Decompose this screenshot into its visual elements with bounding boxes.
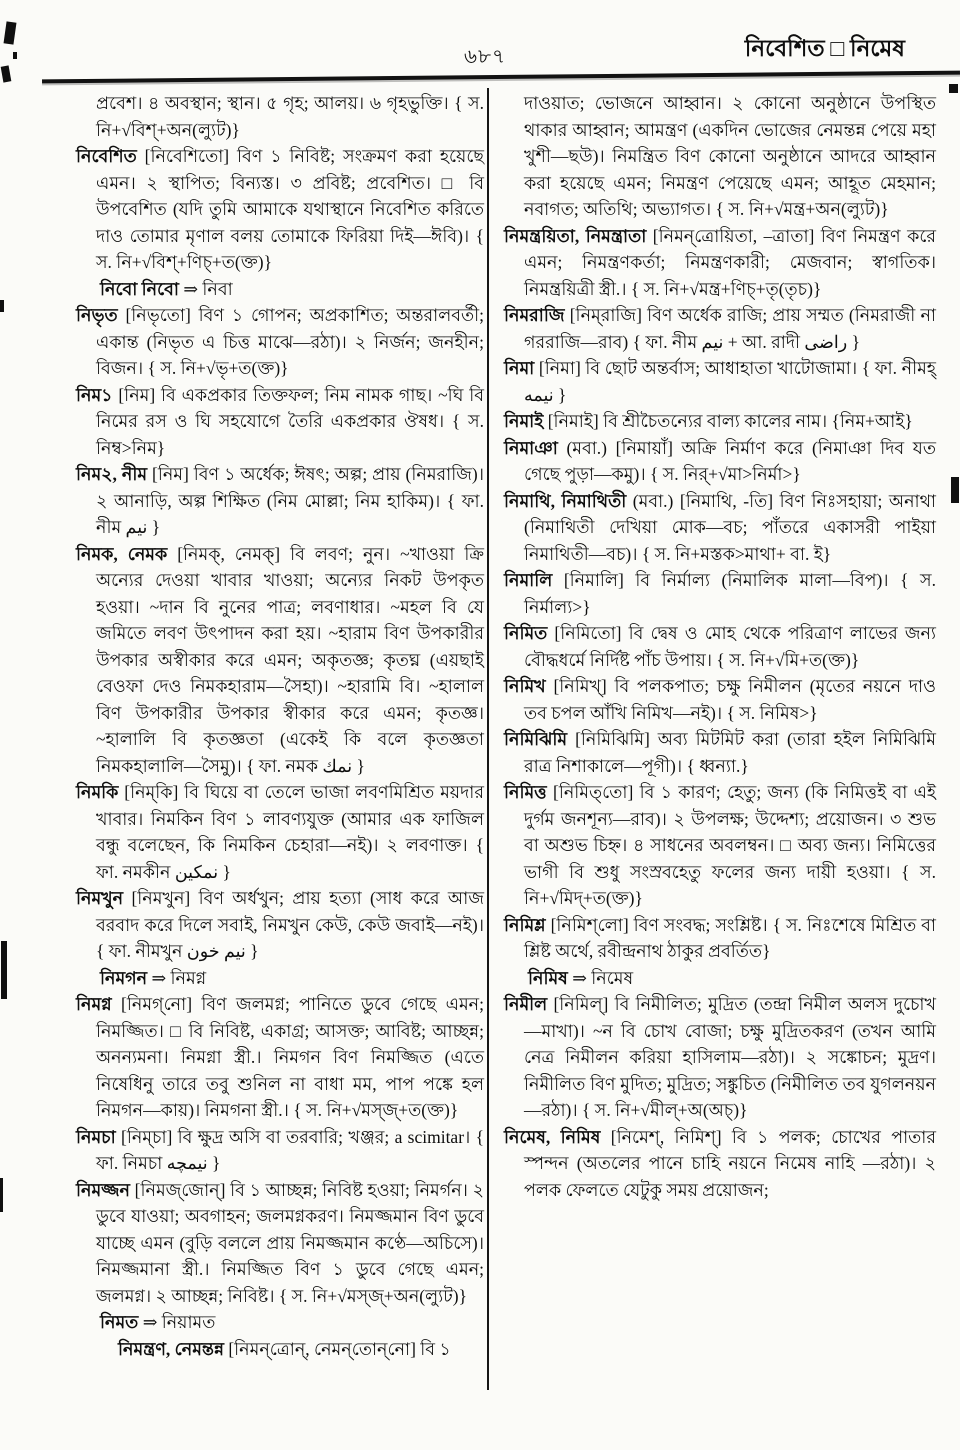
entry-headword: নিমকি [76, 782, 119, 802]
dictionary-entry [76, 276, 484, 303]
entry-body: [নিম্‌চা] বি ক্ষুদ্র অসি বা তরবারি; খঞ্জর; a scimitar। { ফা. নিমচা نيمچه } [96, 1126, 484, 1173]
dictionary-entry [504, 965, 936, 992]
entry-headword: নিমাঞা [504, 437, 558, 458]
right-column [504, 90, 936, 1203]
entry-body: [নিমন্‌ত্রোয়িতা, –ত্রাতা] বিণ নিমন্ত্রণ করে এমন; নিমন্ত্রণকর্তা; নিমন্ত্রণকারী; মেজবান; স্বাগতিক। নিমন্ত্রয়িত্রী স্ত্রী.। { স. নি+√মন্ত্র+ণিচ্‌+তৃ(তৃচ)} [524, 225, 936, 299]
entry-body: [নিমগ্‌নো] বিণ জলমগ্ন; পানিতে ডুবে গেছে এমন; নিমজ্জিত। □ বি নিবিষ্ট, একাগ্র; আসক্ত; আবিষ্ট; আচ্ছন্ন; অনন্যমনা। নিমগ্না স্ত্রী.। নিমগন বিণ নিমজ্জিত (এতে নিষেধিনু তারে তবু শুনিল না বাধা মম, পাপ পঙ্কে হল নিমগন—কায়)। নিমগনা স্ত্রী.। { স. নি+√মস্‌জ্‌+ত(ক্ত)} [96, 994, 484, 1120]
scan-artifact [4, 21, 17, 44]
dictionary-entry [76, 779, 484, 885]
entry-body: [নিমজ্‌জোন্‌] বি ১ আচ্ছন্ন; নিবিষ্ট হওয়া; নিমর্গন। ২ ডুবে যাওয়া; অবগাহন; জলমগ্নকরণ। নিমজ্জমান বিণ ডুবে যাচ্ছে এমন (বুড়ি বললে প্রায় নিমজ্জমান কণ্ঠে—অচিসে)। নিমজ্জমানা স্ত্রী.। নিমজ্জিত বিণ ১ ডুবে গেছে এমন; জলমগ্ন। ২ আচ্ছন্ন; নিবিষ্ট। { স. নি+√মস্‌জ্‌+অন(ল্যুট)} [96, 1179, 484, 1306]
entry-headword: নিমেষ, নিমিষ [504, 1126, 601, 1147]
dictionary-entry [504, 912, 936, 965]
entry-body: [নিমিতো] বি দ্বেষ ও মোহ থেকে পরিত্রাণ লাভের জন্য বৌদ্ধধর্মে নির্দিষ্ট পাঁচ উপায়। { স. নি+√মি+ত(ক্ত)} [524, 623, 936, 670]
entry-headword: নিমালি [504, 570, 553, 590]
scan-artifact [1, 65, 12, 82]
dictionary-entry [76, 382, 484, 462]
dictionary-entry [504, 779, 936, 912]
entry-body: [নিমিঝিমি] অব্য মিটমিট করা (তারা হইল নিমিঝিমি রাত্র নিশাকালে—পূগী)। { ধ্বন্যা.} [524, 729, 936, 776]
entry-body: [নিবেশিতো] বিণ ১ নিবিষ্ট; সংক্রমণ করা হয়েছে এমন। ২ স্থাপিত; বিন্যস্ত। ৩ প্রবিষ্ট; প্রবেশিত। □ বি উপবেশিত (যদি তুমি আমাকে যথাস্থানে নিবেশিত করিতে দাও তোমার মৃণাল বলয় তোমাকে ফিরিয়া দিই—ঈবি)। { স. নি+√বিশ্‌+ণিচ্‌+ত(ক্ত)} [96, 146, 484, 272]
dictionary-entry [504, 567, 936, 620]
entry-body: ⇒ নিমেষ [567, 967, 634, 988]
entry-headword: নিমিত [504, 623, 548, 643]
entry-body: [নিম] বি একপ্রকার তিক্তফল; নিম নামক গাছ। ~ঘি বি নিমের রস ও ঘি সহযোগে তৈরি একপ্রকার ঔষধ। { স. নিম্ব>নিম} [96, 384, 484, 458]
scan-artifact [0, 300, 4, 312]
entry-headword: নিমগ্ন [76, 994, 112, 1014]
entry-body: [নিমাই] বি শ্রীচৈতন্যের বাল্য কালের নাম। {নিম+আই} [543, 411, 913, 431]
entry-body: [নিমিশ্‌লো] বিণ সংবদ্ধ; সংশ্লিষ্ট। { স. নিঃশেষে মিশ্রিত বা শ্লিষ্ট অর্থে, রবীন্দ্রনাথ ঠাকুর প্রবর্তিত} [524, 914, 936, 961]
entry-body: [নিমিত্‌তো] বি ১ কারণ; হেতু; জন্য (কি নিমিত্তই বা এই দুর্গম জনশূন্য—রাব)। ২ উপলক্ষ; উদ্দেশ্য; প্রয়োজন। ৩ শুভ বা অশুভ চিহ্ন। ৪ সাধনের অবলম্বন। □ অব্য জন্য। নিমিত্তের ভাগী বি শুধু সংস্রবহেতু ফলের জন্য দায়ী হওয়া। { স. নি+√মিদ্‌+ত(ক্ত)} [524, 782, 936, 908]
dictionary-entry [504, 355, 936, 408]
dictionary-entry [76, 991, 484, 1124]
entry-body: [নিমিখ্‌] বি পলকপাত; চক্ষু নিমীলন (মৃতের নয়নে দাও তব চপল আঁখি নিমিখ—নই)। { স. নিমিষ>} [524, 676, 936, 723]
entry-body: দাওয়াত; ভোজনে আহ্বান। ২ কোনো অনুষ্ঠানে উপস্থিত থাকার আহ্বান; আমন্ত্রণ (একদিন ভোজের নেমন্তন্ন পেয়ে মহা খুশী—ছউ)। নিমন্ত্রিত বিণ কোনো অনুষ্ঠানে আদরে আহ্বান করা হয়েছে এমন; নিমন্ত্রণ পেয়েছে এমন; আহূত মেহমান; নবাগত; অতিথি; অভ্যাগত। { স. নি+√মন্ত্র+অন(ল্যুট)} [524, 93, 936, 219]
dictionary-entry [76, 143, 484, 276]
dictionary-entry [504, 726, 936, 779]
dictionary-entry [504, 408, 936, 435]
page-number: ৬৮৭ [464, 46, 506, 68]
entry-body: [নিম্‌কি] বি ঘিয়ে বা তেলে ভাজা লবণমিশ্রিত ময়দার খাবার। নিমকিন বিণ ১ লাবণ্যযুক্ত (আমার এক ফাজিল বন্ধু বলেছেন, কি নিমকিন চেহারা—নই)। ২ লবণাক্ত। { ফা. নমকীন نمكين } [96, 782, 484, 882]
left-column [76, 90, 484, 1362]
entry-body: [নিভৃতো] বিণ ১ গোপন; অপ্রকাশিত; অন্তরালবর্তী; একান্ত (নিভৃত এ চিত্ত মাঝে—রঠা)। ২ নির্জন; জনহীন; বিজন। { স. নি+√ভৃ+ত(ক্ত)} [96, 305, 484, 378]
dictionary-entry [76, 965, 484, 992]
entry-headword: নিমক, নেমক [76, 543, 168, 564]
dictionary-entry [76, 1177, 484, 1310]
entry-headword: নিমিখ [504, 676, 546, 696]
entry-headword: নিম২, নীম [76, 464, 148, 484]
entry-headword: নিমিত্ত [504, 782, 547, 802]
entry-body: ⇒ নিবা [178, 278, 233, 299]
entry-headword: নিমখুন [76, 888, 124, 908]
column-divider-rule [487, 88, 489, 1390]
guide-words: নিবেশিত □ নিমেষ [744, 36, 905, 61]
dictionary-entry [76, 1336, 484, 1363]
entry-body: (মবা.) [নিমায়াঁ] অক্রি নির্মাণ করে (নিমাঞা দিব যত গেছে পুড়া—কমু)। { স. নির্‌+√মা>নির্মা>} [524, 437, 936, 484]
scan-artifact [949, 84, 958, 93]
entry-headword: নিমত [100, 1312, 139, 1332]
dictionary-entry [504, 488, 936, 568]
entry-headword: নিম১ [76, 384, 113, 405]
dictionary-entry [504, 435, 936, 488]
entry-body: [নিমালি] বি নির্মাল্য (নিমালিক মালা—বিপ)। { স. নির্মাল্য>} [524, 570, 936, 617]
entry-body: [নিম] বিণ ১ অর্ধেক; ঈষৎ; অল্প; প্রায় (নিমরাজি)। ২ আনাড়ি, অল্প শিক্ষিত (নিম মোল্লা; নিম হাকিম)। { ফা. নীম نيم } [96, 464, 484, 537]
entry-headword: নিমাথি, নিমাথিতী [504, 490, 627, 511]
entry-headword: নিমা [504, 358, 535, 378]
entry-body: ⇒ নিমগ্ন [147, 967, 207, 988]
dictionary-entry [76, 885, 484, 965]
entry-body: [নিমক্‌, নেমক্‌] বি লবণ; নুন। ~খাওয়া ক্রি অন্যের দেওয়া খাবার খাওয়া; অন্যের নিকট উপকৃত হওয়া। ~দান বি নুনের পাত্র; লবণাধার। ~মহল বি যে জমিতে লবণ উৎপাদন করা হয়। ~হারাম বিণ উপকারীর উপকার অস্বীকার করে এমন; অকৃতজ্ঞ; কৃতঘ্ন (এয়ছাই বেওফা দেও নিমকহারাম—সৈহা)। ~হারামি বি। ~হালাল বিণ উপকারীর উপকার স্বীকার করে এমন; কৃতজ্ঞ। ~হালালি বি কৃতজ্ঞতা (একেই কি বলে কৃতজ্ঞতা নিমকহালালি—সৈমু)। { ফা. নমক نمك } [96, 543, 484, 776]
dictionary-entry [76, 1309, 484, 1336]
entry-body: [নিমন্‌ত্রোন্‌, নেমন্‌তোন্‌নো] বি ১ [223, 1338, 451, 1359]
entry-body: ⇒ নিয়ামত [138, 1312, 216, 1332]
entry-headword: নিভৃত [76, 305, 118, 325]
dictionary-entry [504, 991, 936, 1124]
scan-artifact [1, 941, 7, 999]
scan-artifact [0, 1178, 3, 1212]
dictionary-entry [504, 90, 936, 223]
entry-headword: নিমীল [504, 994, 548, 1014]
dictionary-entry [504, 1124, 936, 1204]
dictionary-entry [504, 223, 936, 303]
entry-headword: নিমন্ত্রয়িতা, নিমন্ত্রাতা [504, 225, 647, 246]
dictionary-entry [76, 461, 484, 541]
entry-body: [নিমখুন] বিণ অর্ধখুন; প্রায় হত্যা (সাধ করে আজ বরবাদ করে দিলে সবাই, নিমখুন কেউ, কেউ জবাই—নই)। { ফা. নীমখুন نيم خون } [96, 888, 484, 961]
entry-headword: নিমিশ্ল [504, 914, 546, 935]
scan-artifact [951, 477, 959, 503]
entry-headword: নিমিষ [528, 967, 568, 988]
entry-body: প্রবেশ। ৪ অবস্থান; স্থান। ৫ গৃহ; আলয়। ৬ গৃহভুক্তি। { স. নি+√বিশ্‌+অন(ল্যুট)} [96, 93, 484, 140]
entry-body: [নিমিল্‌] বি নিমীলিত; মুদ্রিত (তন্দ্রা নিমীল অলস দুচোখ—মাখা)। ~ন বি চোখ বোজা; চক্ষু মুদ্রিতকরণ (তখন আমি নেত্র নিমীলন করিয়া হাসিলাম—রঠা)। ২ সঙ্কোচন; মুদ্রণ। নিমীলিত বিণ মুদিত; মুদ্রিত; সঙ্কুচিত (নিমীলিত তব যুগলনয়ন—রঠা)। { স. নি+√মীল্‌+অ(অচ্‌)} [524, 994, 936, 1120]
scan-artifact [13, 52, 17, 59]
entry-headword: নিবেশিত [76, 146, 137, 166]
entry-headword: নিমজ্জন [76, 1179, 130, 1200]
entry-headword: নিমন্ত্রণ, নেমন্তন্ন [118, 1338, 224, 1359]
dictionary-entry [504, 673, 936, 726]
entry-headword: নিমিঝিমি [504, 729, 568, 749]
dictionary-entry [504, 302, 936, 355]
dictionary-entry [504, 620, 936, 673]
entry-body: [নিম্‌রাজি] বিণ অর্ধেক রাজি; প্রায় সম্মত (নিমরাজী না গররাজি—রাব) { ফা. নীম نيم + আ. রাদী راضى } [524, 305, 936, 352]
dictionary-entry [76, 541, 484, 780]
entry-body: [নিমেশ্‌, নিমিশ্‌] বি ১ পলক; চোখের পাতার স্পন্দন (অতলের পানে চাহি নয়নে নিমেষ নাহি —রঠা)। ২ পলক ফেলতে যেটুকু সময় প্রয়োজন; [524, 1126, 936, 1200]
dictionary-entry [76, 1124, 484, 1177]
entry-headword: নিবো নিবো [100, 278, 179, 299]
dictionary-entry [76, 302, 484, 382]
dictionary-entry [76, 90, 484, 143]
entry-headword: নিমরাজি [504, 305, 565, 325]
entry-body: (মবা.) [নিমাথি, -তি] বিণ নিঃসহায়া; অনাথা (নিমাথিতী দেখিয়া মোক—বচ; পাঁতরে একাসরী পাইয়া নিমাথিতী—বচ)। { স. নি+মস্তক>মাথা+ বা. ই} [524, 490, 936, 564]
entry-headword: নিমাই [504, 411, 544, 431]
entry-headword: নিমচা [76, 1126, 116, 1147]
entry-body: [নিমা] বি ছোট অন্তর্বাস; আধাহাতা খাটোজামা। { ফা. নীমহ্‌ نيمه } [524, 358, 936, 405]
entry-headword: নিমগন [100, 967, 148, 988]
